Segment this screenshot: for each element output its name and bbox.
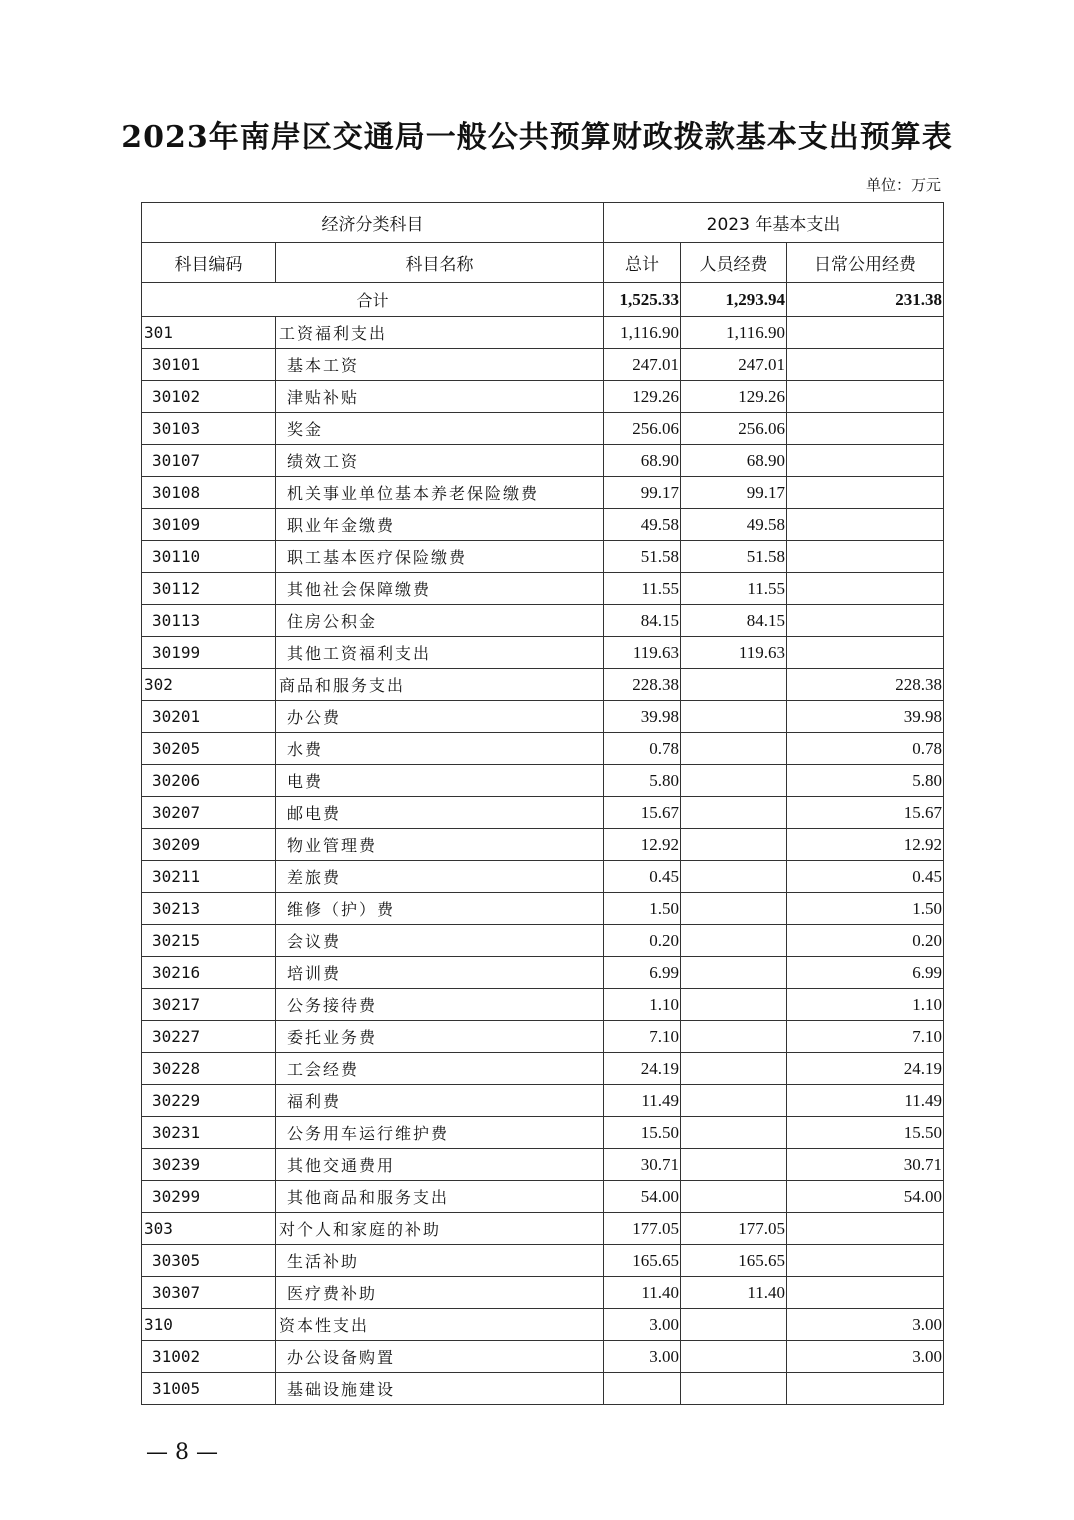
table-row <box>142 957 944 989</box>
row-code: 30206 <box>142 765 276 797</box>
row-code: 30209 <box>142 829 276 861</box>
row-code: 30307 <box>142 1277 276 1309</box>
header-row-columns <box>142 243 944 283</box>
row-personnel <box>681 1149 787 1181</box>
row-personnel: 129.26 <box>681 381 787 413</box>
row-code: 30215 <box>142 925 276 957</box>
row-personnel: 11.40 <box>681 1277 787 1309</box>
row-personnel: 51.58 <box>681 541 787 573</box>
row-name: 工资福利支出 <box>276 317 604 349</box>
table-row <box>142 1245 944 1277</box>
header-row-group <box>142 203 944 243</box>
row-name: 生活补助 <box>276 1245 604 1277</box>
row-personnel: 256.06 <box>681 413 787 445</box>
row-total: 7.10 <box>604 1021 681 1053</box>
row-name: 委托业务费 <box>276 1021 604 1053</box>
row-name: 培训费 <box>276 957 604 989</box>
row-personnel: 68.90 <box>681 445 787 477</box>
row-name: 其他交通费用 <box>276 1149 604 1181</box>
table-row <box>142 349 944 381</box>
row-name: 奖金 <box>276 413 604 445</box>
table-row <box>142 573 944 605</box>
row-name: 其他商品和服务支出 <box>276 1181 604 1213</box>
table-row <box>142 765 944 797</box>
row-public: 3.00 <box>787 1341 944 1373</box>
row-name: 职工基本医疗保险缴费 <box>276 541 604 573</box>
budget-table-body <box>142 203 944 1405</box>
row-total: 99.17 <box>604 477 681 509</box>
row-personnel <box>681 1053 787 1085</box>
row-personnel: 49.58 <box>681 509 787 541</box>
header-total: 总计 <box>604 243 681 283</box>
row-code: 30201 <box>142 701 276 733</box>
row-total <box>604 1373 681 1405</box>
row-name: 公务接待费 <box>276 989 604 1021</box>
row-total: 3.00 <box>604 1309 681 1341</box>
table-row <box>142 637 944 669</box>
row-public <box>787 637 944 669</box>
row-total: 15.67 <box>604 797 681 829</box>
table-row <box>142 829 944 861</box>
row-public: 6.99 <box>787 957 944 989</box>
row-code: 30231 <box>142 1117 276 1149</box>
row-public: 7.10 <box>787 1021 944 1053</box>
row-name: 福利费 <box>276 1085 604 1117</box>
row-total: 30.71 <box>604 1149 681 1181</box>
row-name: 对个人和家庭的补助 <box>276 1213 604 1245</box>
table-row <box>142 989 944 1021</box>
row-code: 31005 <box>142 1373 276 1405</box>
row-total: 3.00 <box>604 1341 681 1373</box>
row-total: 15.50 <box>604 1117 681 1149</box>
row-personnel: 247.01 <box>681 349 787 381</box>
row-public <box>787 413 944 445</box>
row-code: 30228 <box>142 1053 276 1085</box>
row-public: 228.38 <box>787 669 944 701</box>
row-name: 商品和服务支出 <box>276 669 604 701</box>
row-public <box>787 1277 944 1309</box>
row-total: 1.50 <box>604 893 681 925</box>
row-personnel <box>681 925 787 957</box>
row-total: 228.38 <box>604 669 681 701</box>
row-public: 12.92 <box>787 829 944 861</box>
row-code: 30108 <box>142 477 276 509</box>
table-row <box>142 381 944 413</box>
row-public <box>787 541 944 573</box>
header-code: 科目编码 <box>142 243 276 283</box>
row-personnel: 165.65 <box>681 1245 787 1277</box>
row-name: 其他工资福利支出 <box>276 637 604 669</box>
table-row <box>142 477 944 509</box>
row-code: 30101 <box>142 349 276 381</box>
row-code: 30227 <box>142 1021 276 1053</box>
row-code: 30205 <box>142 733 276 765</box>
row-public <box>787 509 944 541</box>
row-total: 11.55 <box>604 573 681 605</box>
row-public: 54.00 <box>787 1181 944 1213</box>
row-name: 会议费 <box>276 925 604 957</box>
table-row <box>142 605 944 637</box>
row-code: 30112 <box>142 573 276 605</box>
row-public <box>787 1373 944 1405</box>
table-row <box>142 669 944 701</box>
row-personnel: 177.05 <box>681 1213 787 1245</box>
table-row <box>142 1213 944 1245</box>
row-personnel: 119.63 <box>681 637 787 669</box>
row-public: 5.80 <box>787 765 944 797</box>
row-total: 24.19 <box>604 1053 681 1085</box>
row-public: 11.49 <box>787 1085 944 1117</box>
row-public: 3.00 <box>787 1309 944 1341</box>
row-total: 1,116.90 <box>604 317 681 349</box>
row-total: 51.58 <box>604 541 681 573</box>
row-name: 水费 <box>276 733 604 765</box>
row-personnel <box>681 957 787 989</box>
row-public <box>787 477 944 509</box>
table-row <box>142 797 944 829</box>
table-row <box>142 1373 944 1405</box>
row-name: 工会经费 <box>276 1053 604 1085</box>
row-name: 基本工资 <box>276 349 604 381</box>
row-code: 30217 <box>142 989 276 1021</box>
row-total: 54.00 <box>604 1181 681 1213</box>
row-code: 30109 <box>142 509 276 541</box>
row-code: 30107 <box>142 445 276 477</box>
row-name: 绩效工资 <box>276 445 604 477</box>
row-total: 1.10 <box>604 989 681 1021</box>
row-name: 维修（护）费 <box>276 893 604 925</box>
budget-table <box>141 202 944 1405</box>
row-personnel <box>681 1021 787 1053</box>
row-personnel: 84.15 <box>681 605 787 637</box>
table-row <box>142 445 944 477</box>
table-row <box>142 1149 944 1181</box>
row-code: 301 <box>142 317 276 349</box>
table-row <box>142 925 944 957</box>
row-public: 30.71 <box>787 1149 944 1181</box>
header-name: 科目名称 <box>276 243 604 283</box>
row-name: 其他社会保障缴费 <box>276 573 604 605</box>
row-personnel <box>681 797 787 829</box>
row-name: 办公费 <box>276 701 604 733</box>
header-econ-classification: 经济分类科目 <box>142 203 604 243</box>
table-row <box>142 1309 944 1341</box>
table-row <box>142 701 944 733</box>
table-row <box>142 541 944 573</box>
row-public <box>787 349 944 381</box>
row-total: 119.63 <box>604 637 681 669</box>
row-code: 30213 <box>142 893 276 925</box>
page-number: — 8 — <box>146 1440 218 1465</box>
row-name: 物业管理费 <box>276 829 604 861</box>
table-row <box>142 1085 944 1117</box>
row-total: 6.99 <box>604 957 681 989</box>
row-total: 5.80 <box>604 765 681 797</box>
row-public: 0.20 <box>787 925 944 957</box>
table-row <box>142 733 944 765</box>
row-total: 177.05 <box>604 1213 681 1245</box>
row-public <box>787 573 944 605</box>
row-total: 11.49 <box>604 1085 681 1117</box>
table-row <box>142 1021 944 1053</box>
row-code: 30229 <box>142 1085 276 1117</box>
row-name: 医疗费补助 <box>276 1277 604 1309</box>
row-public <box>787 1213 944 1245</box>
row-code: 30207 <box>142 797 276 829</box>
row-total: 0.45 <box>604 861 681 893</box>
row-public <box>787 381 944 413</box>
table-row <box>142 317 944 349</box>
row-personnel <box>681 733 787 765</box>
row-total: 84.15 <box>604 605 681 637</box>
summary-personnel: 1,293.94 <box>681 283 787 317</box>
row-personnel <box>681 1181 787 1213</box>
row-code: 30199 <box>142 637 276 669</box>
header-personnel: 人员经费 <box>681 243 787 283</box>
row-public: 39.98 <box>787 701 944 733</box>
table-row <box>142 893 944 925</box>
unit-label: 单位：万元 <box>865 176 941 194</box>
row-total: 129.26 <box>604 381 681 413</box>
row-name: 资本性支出 <box>276 1309 604 1341</box>
row-personnel <box>681 669 787 701</box>
row-code: 310 <box>142 1309 276 1341</box>
header-basic-expenditure: 2023 年基本支出 <box>604 203 944 243</box>
row-name: 职业年金缴费 <box>276 509 604 541</box>
table-row <box>142 1181 944 1213</box>
row-personnel: 1,116.90 <box>681 317 787 349</box>
row-personnel <box>681 1309 787 1341</box>
row-code: 302 <box>142 669 276 701</box>
row-total: 0.20 <box>604 925 681 957</box>
row-public: 24.19 <box>787 1053 944 1085</box>
row-public <box>787 1245 944 1277</box>
row-personnel <box>681 701 787 733</box>
row-personnel <box>681 861 787 893</box>
row-total: 68.90 <box>604 445 681 477</box>
row-name: 住房公积金 <box>276 605 604 637</box>
row-personnel: 99.17 <box>681 477 787 509</box>
row-code: 30110 <box>142 541 276 573</box>
table-row <box>142 1277 944 1309</box>
row-total: 165.65 <box>604 1245 681 1277</box>
row-public: 0.78 <box>787 733 944 765</box>
row-name: 电费 <box>276 765 604 797</box>
row-name: 邮电费 <box>276 797 604 829</box>
summary-label: 合计 <box>142 283 604 317</box>
row-code: 31002 <box>142 1341 276 1373</box>
row-total: 49.58 <box>604 509 681 541</box>
row-total: 12.92 <box>604 829 681 861</box>
table-row <box>142 1053 944 1085</box>
summary-public: 231.38 <box>787 283 944 317</box>
row-code: 30305 <box>142 1245 276 1277</box>
summary-total: 1,525.33 <box>604 283 681 317</box>
summary-row <box>142 283 944 317</box>
row-public: 0.45 <box>787 861 944 893</box>
row-total: 0.78 <box>604 733 681 765</box>
row-personnel <box>681 893 787 925</box>
row-code: 30216 <box>142 957 276 989</box>
row-code: 30211 <box>142 861 276 893</box>
row-personnel <box>681 989 787 1021</box>
row-personnel <box>681 1373 787 1405</box>
row-code: 303 <box>142 1213 276 1245</box>
row-name: 公务用车运行维护费 <box>276 1117 604 1149</box>
row-public: 1.10 <box>787 989 944 1021</box>
table-row <box>142 413 944 445</box>
row-code: 30239 <box>142 1149 276 1181</box>
row-public <box>787 317 944 349</box>
row-personnel <box>681 1085 787 1117</box>
table-row <box>142 1117 944 1149</box>
row-personnel <box>681 1341 787 1373</box>
row-personnel <box>681 1117 787 1149</box>
row-name: 津贴补贴 <box>276 381 604 413</box>
row-name: 办公设备购置 <box>276 1341 604 1373</box>
row-total: 256.06 <box>604 413 681 445</box>
row-name: 差旅费 <box>276 861 604 893</box>
row-total: 247.01 <box>604 349 681 381</box>
row-personnel <box>681 765 787 797</box>
table-row <box>142 1341 944 1373</box>
row-public: 1.50 <box>787 893 944 925</box>
row-total: 11.40 <box>604 1277 681 1309</box>
row-code: 30103 <box>142 413 276 445</box>
row-public <box>787 605 944 637</box>
row-public <box>787 445 944 477</box>
row-personnel <box>681 829 787 861</box>
table-row <box>142 509 944 541</box>
page-title: 2023年南岸区交通局一般公共预算财政拨款基本支出预算表 <box>121 120 953 155</box>
table-row <box>142 861 944 893</box>
row-personnel: 11.55 <box>681 573 787 605</box>
row-code: 30102 <box>142 381 276 413</box>
row-name: 机关事业单位基本养老保险缴费 <box>276 477 604 509</box>
row-code: 30113 <box>142 605 276 637</box>
row-public: 15.50 <box>787 1117 944 1149</box>
row-code: 30299 <box>142 1181 276 1213</box>
header-public: 日常公用经费 <box>787 243 944 283</box>
row-public: 15.67 <box>787 797 944 829</box>
row-total: 39.98 <box>604 701 681 733</box>
row-name: 基础设施建设 <box>276 1373 604 1405</box>
